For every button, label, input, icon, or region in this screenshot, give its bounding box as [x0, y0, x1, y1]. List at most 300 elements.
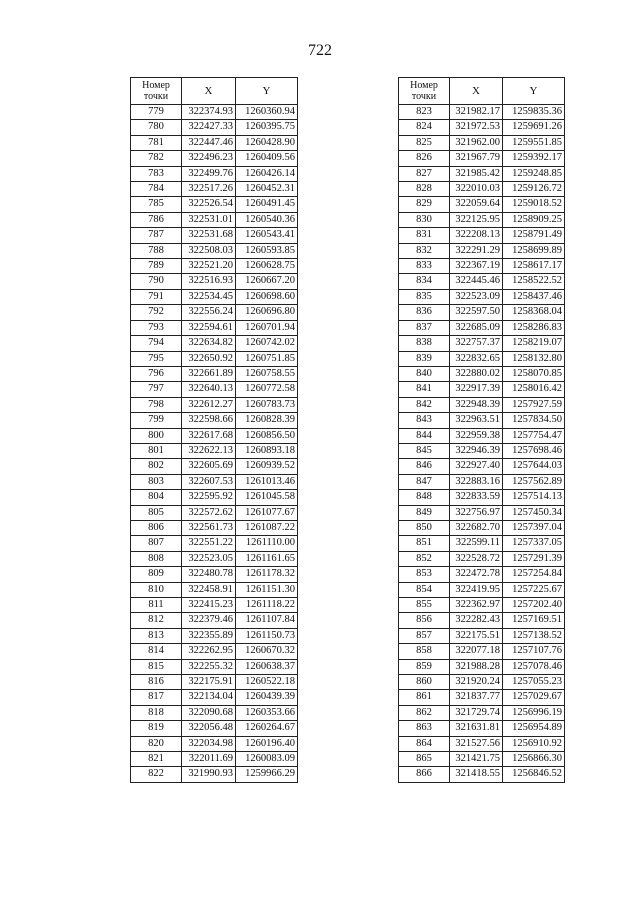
- point-number-cell: 800: [131, 428, 182, 443]
- point-number-cell: 837: [399, 320, 450, 335]
- x-coordinate-cell: 322640.13: [182, 382, 236, 397]
- x-coordinate-cell: 322499.76: [182, 166, 236, 181]
- x-coordinate-cell: 322833.59: [450, 490, 503, 505]
- y-coordinate-cell: 1256866.30: [503, 752, 565, 767]
- y-coordinate-cell: 1261077.67: [236, 505, 298, 520]
- x-coordinate-cell: 322291.29: [450, 243, 503, 258]
- y-coordinate-cell: 1258699.89: [503, 243, 565, 258]
- table-row: [399, 228, 565, 243]
- point-number-cell: 820: [131, 736, 182, 751]
- table-row: [131, 428, 298, 443]
- table-row: [399, 135, 565, 150]
- y-coordinate-cell: 1257337.05: [503, 536, 565, 551]
- table-row: [131, 228, 298, 243]
- point-number-header: [131, 78, 182, 105]
- x-coordinate-cell: 322607.53: [182, 474, 236, 489]
- y-coordinate-cell: 1260522.18: [236, 675, 298, 690]
- y-coordinate-cell: 1260409.56: [236, 151, 298, 166]
- table-row: [399, 536, 565, 551]
- point-number-cell: 797: [131, 382, 182, 397]
- table-row: [399, 520, 565, 535]
- table-row: [131, 243, 298, 258]
- y-coordinate-cell: 1260540.36: [236, 212, 298, 227]
- x-coordinate-cell: 321982.17: [450, 105, 503, 120]
- y-coordinate-cell: 1260758.55: [236, 366, 298, 381]
- x-coordinate-cell: 322685.09: [450, 320, 503, 335]
- table-row: [399, 705, 565, 720]
- table-row: [399, 366, 565, 381]
- y-coordinate-cell: 1260742.02: [236, 336, 298, 351]
- table-row: [399, 752, 565, 767]
- table-row: [131, 567, 298, 582]
- x-coordinate-cell: 322523.05: [182, 551, 236, 566]
- table-row: [131, 259, 298, 274]
- point-number-header-line2: точки: [143, 91, 169, 102]
- table-row: [131, 520, 298, 535]
- y-coordinate-cell: 1257225.67: [503, 582, 565, 597]
- header-row: [131, 78, 298, 105]
- y-coordinate-cell: 1260593.85: [236, 243, 298, 258]
- x-coordinate-cell: 321837.77: [450, 690, 503, 705]
- point-number-cell: 808: [131, 551, 182, 566]
- point-number-cell: 832: [399, 243, 450, 258]
- y-coordinate-cell: 1257202.40: [503, 598, 565, 613]
- point-number-cell: 804: [131, 490, 182, 505]
- table-row: [399, 505, 565, 520]
- x-coordinate-cell: 322948.39: [450, 397, 503, 412]
- point-number-cell: 798: [131, 397, 182, 412]
- y-coordinate-cell: 1258522.52: [503, 274, 565, 289]
- point-number-cell: 824: [399, 120, 450, 135]
- point-number-cell: 803: [131, 474, 182, 489]
- x-coordinate-cell: 322757.37: [450, 336, 503, 351]
- x-coordinate-cell: 321418.55: [450, 767, 503, 782]
- table-row: [399, 443, 565, 458]
- y-coordinate-cell: 1260772.58: [236, 382, 298, 397]
- point-number-cell: 786: [131, 212, 182, 227]
- y-coordinate-cell: 1260856.50: [236, 428, 298, 443]
- x-coordinate-cell: 322175.51: [450, 628, 503, 643]
- x-coordinate-cell: 321988.28: [450, 659, 503, 674]
- point-number-cell: 853: [399, 567, 450, 582]
- y-coordinate-cell: 1257254.84: [503, 567, 565, 582]
- table-row: [131, 613, 298, 628]
- y-coordinate-cell: 1260667.20: [236, 274, 298, 289]
- x-coordinate-cell: 322034.98: [182, 736, 236, 751]
- table-row: [399, 490, 565, 505]
- x-coordinate-cell: 322379.46: [182, 613, 236, 628]
- y-coordinate-cell: 1261178.32: [236, 567, 298, 582]
- header-row: [399, 78, 565, 105]
- y-coordinate-cell: 1257644.03: [503, 459, 565, 474]
- point-number-cell: 841: [399, 382, 450, 397]
- x-coordinate-cell: 322526.54: [182, 197, 236, 212]
- point-number-cell: 783: [131, 166, 182, 181]
- point-number-cell: 799: [131, 413, 182, 428]
- y-coordinate-cell: 1260751.85: [236, 351, 298, 366]
- point-number-cell: 835: [399, 289, 450, 304]
- table-row: [131, 135, 298, 150]
- table-row: [399, 690, 565, 705]
- y-coordinate-cell: 1259551.85: [503, 135, 565, 150]
- point-number-cell: 779: [131, 105, 182, 120]
- point-number-cell: 823: [399, 105, 450, 120]
- table-row: [399, 659, 565, 674]
- x-coordinate-cell: 322355.89: [182, 628, 236, 643]
- x-coordinate-cell: 322598.66: [182, 413, 236, 428]
- x-coordinate-cell: 322367.19: [450, 259, 503, 274]
- table-row: [399, 397, 565, 412]
- table-row: [131, 598, 298, 613]
- table-row: [399, 767, 565, 782]
- x-coordinate-cell: 322595.92: [182, 490, 236, 505]
- point-number-cell: 855: [399, 598, 450, 613]
- point-number-cell: 807: [131, 536, 182, 551]
- y-coordinate-cell: 1260452.31: [236, 182, 298, 197]
- x-coordinate-cell: 322528.72: [450, 551, 503, 566]
- x-coordinate-cell: 322622.13: [182, 443, 236, 458]
- point-number-cell: 864: [399, 736, 450, 751]
- y-coordinate-cell: 1260670.32: [236, 644, 298, 659]
- point-number-cell: 836: [399, 305, 450, 320]
- point-number-header-line1: Номер: [410, 80, 438, 91]
- table-row: [399, 736, 565, 751]
- point-number-cell: 861: [399, 690, 450, 705]
- table-row: [131, 305, 298, 320]
- y-coordinate-cell: 1257169.51: [503, 613, 565, 628]
- x-coordinate-cell: 322011.69: [182, 752, 236, 767]
- y-coordinate-cell: 1257107.76: [503, 644, 565, 659]
- y-coordinate-cell: 1259248.85: [503, 166, 565, 181]
- x-coordinate-cell: 322458.91: [182, 582, 236, 597]
- y-coordinate-cell: 1257029.67: [503, 690, 565, 705]
- x-coordinate-cell: 322959.38: [450, 428, 503, 443]
- point-number-cell: 796: [131, 366, 182, 381]
- table-row: [131, 212, 298, 227]
- point-number-cell: 834: [399, 274, 450, 289]
- point-number-cell: 818: [131, 705, 182, 720]
- table-row: [131, 443, 298, 458]
- point-number-cell: 852: [399, 551, 450, 566]
- point-number-cell: 821: [131, 752, 182, 767]
- point-number-cell: 806: [131, 520, 182, 535]
- point-number-cell: 780: [131, 120, 182, 135]
- y-coordinate-cell: 1256910.92: [503, 736, 565, 751]
- point-number-cell: 782: [131, 151, 182, 166]
- x-coordinate-cell: 322572.62: [182, 505, 236, 520]
- y-coordinate-cell: 1261150.73: [236, 628, 298, 643]
- y-coordinate-cell: 1260828.39: [236, 413, 298, 428]
- table-row: [399, 413, 565, 428]
- x-coordinate-cell: 322059.64: [450, 197, 503, 212]
- point-number-cell: 812: [131, 613, 182, 628]
- point-number-cell: 802: [131, 459, 182, 474]
- point-number-header-line2: точки: [411, 91, 437, 102]
- y-coordinate-cell: 1261087.22: [236, 520, 298, 535]
- y-coordinate-cell: 1257078.46: [503, 659, 565, 674]
- point-number-cell: 860: [399, 675, 450, 690]
- x-coordinate-cell: 322534.45: [182, 289, 236, 304]
- table-row: [131, 705, 298, 720]
- x-coordinate-cell: 322605.69: [182, 459, 236, 474]
- table-row: [131, 120, 298, 135]
- point-number-cell: 792: [131, 305, 182, 320]
- x-coordinate-cell: 322661.89: [182, 366, 236, 381]
- table-row: [131, 644, 298, 659]
- y-coordinate-cell: 1259835.36: [503, 105, 565, 120]
- table-row: [131, 490, 298, 505]
- point-number-cell: 787: [131, 228, 182, 243]
- y-coordinate-cell: 1260360.94: [236, 105, 298, 120]
- y-coordinate-cell: 1257927.59: [503, 397, 565, 412]
- point-number-cell: 819: [131, 721, 182, 736]
- table-row: [131, 659, 298, 674]
- point-number-cell: 790: [131, 274, 182, 289]
- y-coordinate-cell: 1261045.58: [236, 490, 298, 505]
- table-row: [131, 675, 298, 690]
- table-row: [131, 166, 298, 181]
- table-row: [131, 767, 298, 782]
- y-coordinate-cell: 1260428.90: [236, 135, 298, 150]
- table-row: [131, 628, 298, 643]
- x-coordinate-cell: 322090.68: [182, 705, 236, 720]
- table-row: [131, 721, 298, 736]
- x-coordinate-cell: 321962.00: [450, 135, 503, 150]
- x-coordinate-cell: 322756.97: [450, 505, 503, 520]
- table-row: [399, 644, 565, 659]
- table-row: [399, 120, 565, 135]
- point-number-cell: 781: [131, 135, 182, 150]
- x-coordinate-cell: 322612.27: [182, 397, 236, 412]
- table-row: [131, 274, 298, 289]
- x-coordinate-cell: 322262.95: [182, 644, 236, 659]
- point-number-cell: 794: [131, 336, 182, 351]
- point-number-cell: 795: [131, 351, 182, 366]
- x-coordinate-cell: 322556.24: [182, 305, 236, 320]
- table-row: [399, 382, 565, 397]
- x-header: X: [450, 78, 503, 105]
- y-coordinate-cell: 1260083.09: [236, 752, 298, 767]
- y-coordinate-cell: 1260939.52: [236, 459, 298, 474]
- table-row: [131, 736, 298, 751]
- table-row: [131, 320, 298, 335]
- x-coordinate-cell: 322650.92: [182, 351, 236, 366]
- x-coordinate-cell: 322496.23: [182, 151, 236, 166]
- x-header: X: [182, 78, 236, 105]
- x-coordinate-cell: 322362.97: [450, 598, 503, 613]
- y-coordinate-cell: 1257698.46: [503, 443, 565, 458]
- x-coordinate-cell: 322374.93: [182, 105, 236, 120]
- y-coordinate-cell: 1261151.30: [236, 582, 298, 597]
- y-coordinate-cell: 1261013.46: [236, 474, 298, 489]
- point-number-cell: 838: [399, 336, 450, 351]
- x-coordinate-cell: 322427.33: [182, 120, 236, 135]
- y-coordinate-cell: 1258437.46: [503, 289, 565, 304]
- table-row: [399, 320, 565, 335]
- y-coordinate-cell: 1259018.52: [503, 197, 565, 212]
- point-number-cell: 840: [399, 366, 450, 381]
- point-number-cell: 863: [399, 721, 450, 736]
- x-coordinate-cell: 322445.46: [450, 274, 503, 289]
- table-row: [399, 274, 565, 289]
- x-coordinate-cell: 322594.61: [182, 320, 236, 335]
- point-number-cell: 830: [399, 212, 450, 227]
- x-coordinate-cell: 322832.65: [450, 351, 503, 366]
- table-row: [399, 628, 565, 643]
- x-coordinate-cell: 322125.95: [450, 212, 503, 227]
- x-coordinate-cell: 322521.20: [182, 259, 236, 274]
- table-row: [399, 243, 565, 258]
- y-coordinate-cell: 1260439.39: [236, 690, 298, 705]
- y-coordinate-cell: 1261118.22: [236, 598, 298, 613]
- point-number-cell: 857: [399, 628, 450, 643]
- x-coordinate-cell: 322561.73: [182, 520, 236, 535]
- y-header: Y: [236, 78, 298, 105]
- table-row: [131, 397, 298, 412]
- x-coordinate-cell: 322917.39: [450, 382, 503, 397]
- table-row: [399, 336, 565, 351]
- x-coordinate-cell: 322517.26: [182, 182, 236, 197]
- y-coordinate-cell: 1257291.39: [503, 551, 565, 566]
- x-coordinate-cell: 322599.11: [450, 536, 503, 551]
- y-coordinate-cell: 1259126.72: [503, 182, 565, 197]
- table-row: [131, 182, 298, 197]
- point-number-cell: 858: [399, 644, 450, 659]
- table-row: [399, 351, 565, 366]
- y-coordinate-cell: 1260395.75: [236, 120, 298, 135]
- x-coordinate-cell: 322880.02: [450, 366, 503, 381]
- table-row: [399, 551, 565, 566]
- x-coordinate-cell: 322175.91: [182, 675, 236, 690]
- x-coordinate-cell: 321972.53: [450, 120, 503, 135]
- x-coordinate-cell: 321967.79: [450, 151, 503, 166]
- point-number-cell: 784: [131, 182, 182, 197]
- x-coordinate-cell: 322447.46: [182, 135, 236, 150]
- y-coordinate-cell: 1260893.18: [236, 443, 298, 458]
- table-row: [399, 613, 565, 628]
- point-number-cell: 845: [399, 443, 450, 458]
- y-coordinate-cell: 1261107.84: [236, 613, 298, 628]
- x-coordinate-cell: 321527.56: [450, 736, 503, 751]
- y-coordinate-cell: 1257055.23: [503, 675, 565, 690]
- table-row: [131, 351, 298, 366]
- point-number-cell: 826: [399, 151, 450, 166]
- table-row: [399, 166, 565, 181]
- table-row: [131, 690, 298, 705]
- table-row: [399, 151, 565, 166]
- y-coordinate-cell: 1257138.52: [503, 628, 565, 643]
- table-row: [131, 505, 298, 520]
- point-number-cell: 827: [399, 166, 450, 181]
- point-number-cell: 833: [399, 259, 450, 274]
- point-number-cell: 829: [399, 197, 450, 212]
- x-coordinate-cell: 322255.32: [182, 659, 236, 674]
- y-coordinate-cell: 1258016.42: [503, 382, 565, 397]
- table-row: [399, 582, 565, 597]
- point-number-cell: 843: [399, 413, 450, 428]
- table-row: [399, 474, 565, 489]
- x-coordinate-cell: 322419.95: [450, 582, 503, 597]
- page-number: 722: [308, 42, 332, 59]
- y-coordinate-cell: 1260426.14: [236, 166, 298, 181]
- point-number-header: [399, 78, 450, 105]
- x-coordinate-cell: 322883.16: [450, 474, 503, 489]
- x-coordinate-cell: 322010.03: [450, 182, 503, 197]
- point-number-cell: 856: [399, 613, 450, 628]
- y-coordinate-cell: 1258132.80: [503, 351, 565, 366]
- point-number-cell: 847: [399, 474, 450, 489]
- y-coordinate-cell: 1258909.25: [503, 212, 565, 227]
- x-coordinate-cell: 321990.93: [182, 767, 236, 782]
- x-coordinate-cell: 322415.23: [182, 598, 236, 613]
- table-row: [131, 474, 298, 489]
- x-coordinate-cell: 322531.01: [182, 212, 236, 227]
- x-coordinate-cell: 322056.48: [182, 721, 236, 736]
- table-row: [399, 105, 565, 120]
- y-coordinate-cell: 1256846.52: [503, 767, 565, 782]
- point-number-cell: 839: [399, 351, 450, 366]
- y-coordinate-cell: 1260196.40: [236, 736, 298, 751]
- y-coordinate-cell: 1258368.04: [503, 305, 565, 320]
- y-coordinate-cell: 1260701.94: [236, 320, 298, 335]
- x-coordinate-cell: 322472.78: [450, 567, 503, 582]
- point-number-cell: 850: [399, 520, 450, 535]
- y-coordinate-cell: 1259392.17: [503, 151, 565, 166]
- table-row: [131, 366, 298, 381]
- table-row: [131, 752, 298, 767]
- x-coordinate-cell: 322516.93: [182, 274, 236, 289]
- x-coordinate-cell: 322134.04: [182, 690, 236, 705]
- y-coordinate-cell: 1260696.80: [236, 305, 298, 320]
- y-coordinate-cell: 1258791.49: [503, 228, 565, 243]
- point-number-cell: 791: [131, 289, 182, 304]
- y-coordinate-cell: 1256996.19: [503, 705, 565, 720]
- x-coordinate-cell: 322282.43: [450, 613, 503, 628]
- x-coordinate-cell: 322508.03: [182, 243, 236, 258]
- table-row: [399, 567, 565, 582]
- x-coordinate-cell: 322946.39: [450, 443, 503, 458]
- point-number-cell: 848: [399, 490, 450, 505]
- point-number-cell: 825: [399, 135, 450, 150]
- x-coordinate-cell: 322551.22: [182, 536, 236, 551]
- table-row: [399, 197, 565, 212]
- y-coordinate-cell: 1257397.04: [503, 520, 565, 535]
- y-coordinate-cell: 1257834.50: [503, 413, 565, 428]
- x-coordinate-cell: 321631.81: [450, 721, 503, 736]
- coordinates-table-left: [130, 77, 298, 783]
- y-coordinate-cell: 1257754.47: [503, 428, 565, 443]
- table-row: [131, 551, 298, 566]
- point-number-cell: 854: [399, 582, 450, 597]
- table-row: [399, 675, 565, 690]
- y-coordinate-cell: 1260491.45: [236, 197, 298, 212]
- x-coordinate-cell: 322077.18: [450, 644, 503, 659]
- x-coordinate-cell: 322617.68: [182, 428, 236, 443]
- y-header: Y: [503, 78, 565, 105]
- point-number-cell: 859: [399, 659, 450, 674]
- x-coordinate-cell: 322634.82: [182, 336, 236, 351]
- y-coordinate-cell: 1260638.37: [236, 659, 298, 674]
- point-number-cell: 811: [131, 598, 182, 613]
- table-row: [399, 459, 565, 474]
- point-number-cell: 849: [399, 505, 450, 520]
- table-row: [399, 305, 565, 320]
- point-number-cell: 810: [131, 582, 182, 597]
- table-row: [131, 336, 298, 351]
- table-row: [399, 259, 565, 274]
- y-coordinate-cell: 1258219.07: [503, 336, 565, 351]
- point-number-cell: 813: [131, 628, 182, 643]
